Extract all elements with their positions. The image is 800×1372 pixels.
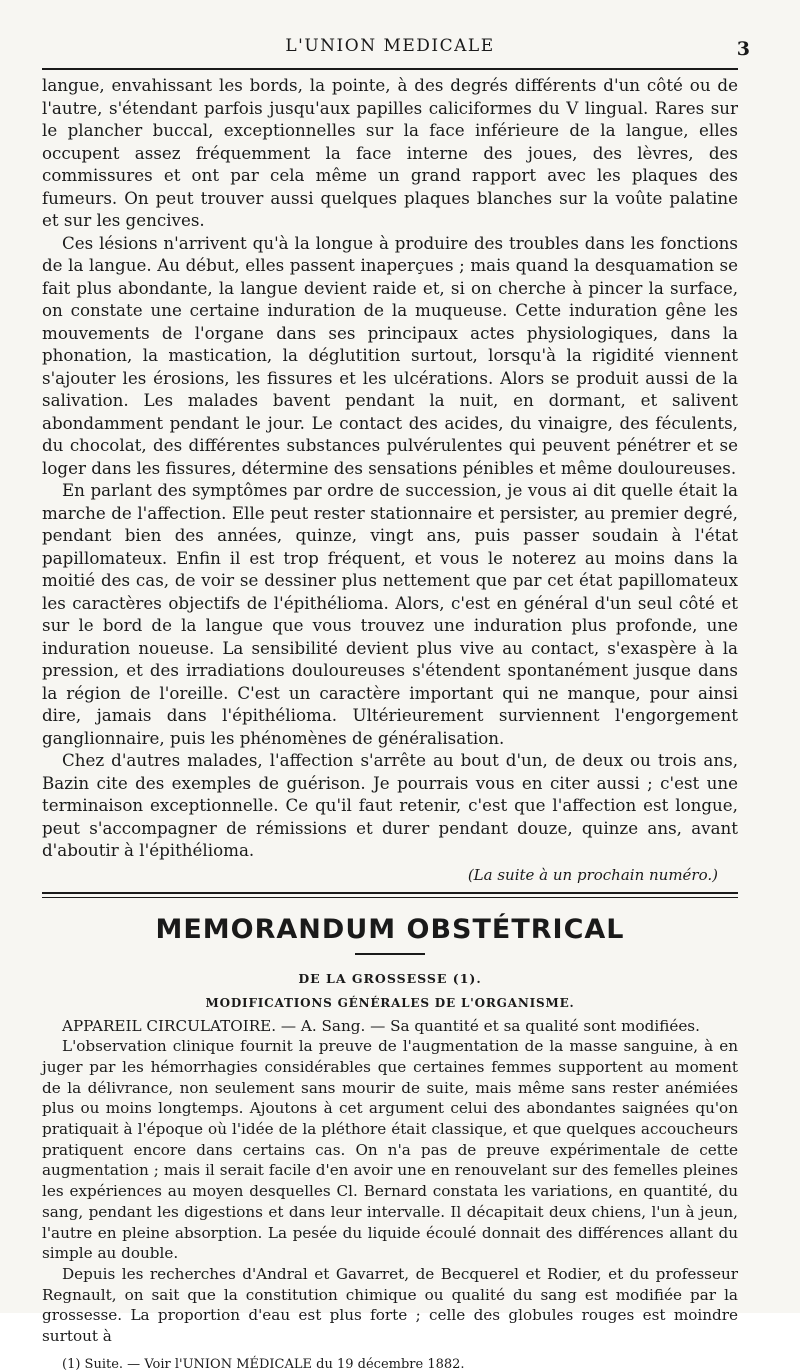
section-rule-bottom	[42, 897, 738, 898]
subtitle-note: (1).	[452, 970, 482, 986]
running-head	[42, 0, 750, 60]
paragraph: APPAREIL CIRCULATOIRE. — A. Sang. — Sa quantité et sa qualité sont modifiées.	[62, 1016, 700, 1035]
paragraph: L'observation clinique fournit la preuve de l'augmentation de la masse sanguine, à en juger par les hémorrhagies considérables que certaines femmes supportent au moment de la délivrance, non seulement sans mourir de suite, mais même sans rester anémiées plus ou moins longtemps. Ajoutons à cet argument celui des abondantes saignées qu'on pratiquait à l'époque où l'idée de la pléthore était classique, et que quelques accoucheurs pratiquent encore dans certains cas. On n'a pas de preuve expérimentale de cette augmentation ; mais il serait facile d'en avoir une en renouvelant sur des femelles pleines les expériences au moyen desquelles Cl. Bernard constata les variations, en quantité, du sang, pendant les digestions et dans leur intervalle. Il décapitait deux chiens, l'un à jeun, l'autre en pleine absorption. La pesée du liquide écoulé donnait des différences allant du simple au double.	[42, 1037, 738, 1263]
section-title: MEMORANDUM OBSTÉTRICAL	[155, 913, 625, 945]
paragraph: En parlant des symptômes par ordre de succession, je vous ai dit quelle était la marche de l'affection. Elle peut rester stationnaire et persister, au premier degré, pendant bien des années, quinze, vingt ans, puis passer soudain à l'état papillomateux. Enfin il est trop fréquent, et vous le noterez au moins dans la moitié des cas, de voir se dessiner plus nettement que par cet état papillomateux les caractères objectifs de l'épithélioma. Alors, c'est en général d'un seul côté et sur le bord de la langue que vous trouvez une induration plus profonde, une induration noueuse. La sensibilité devient plus vive au contact, s'exaspère à la pression, et des irradiations douloureuses s'étendent spontanément jusque dans la région de l'oreille. C'est un caractère important qui ne manque, pour ainsi dire, jamais dans l'épithélioma. Ultérieurement surviennent l'engorgement ganglionnaire, puis les phénomènes de généralisation.	[42, 480, 738, 748]
continued-note: (La suite à un prochain numéro.)	[467, 865, 718, 884]
footnote-text: Voir l'UNION MÉDICALE du 19 décembre 1882.	[144, 1356, 465, 1372]
section-sub-subtitle: MODIFICATIONS GÉNÉRALES DE L'ORGANISME.	[205, 995, 575, 1010]
section-rule-top	[42, 892, 738, 894]
paragraph: Chez d'autres malades, l'affection s'arrête au bout d'un, de deux ou trois ans, Bazin cite des exemples de guérison. Je pourrais vous en citer aussi ; c'est une terminaison exceptionnelle. Ce qu'il faut retenir, c'est que l'affection est longue, peut s'accompagner de rémissions et durer pendant douze, quinze ans, avant d'aboutir à l'épithélioma.	[42, 750, 738, 860]
title-underline	[355, 953, 425, 955]
page-number: 3	[736, 38, 750, 60]
paragraph: Ces lésions n'arrivent qu'à la longue à produire des troubles dans les fonctions de la langue. Au début, elles passent inaperçues ; mais quand la desquamation se fait plus abondante, la langue devient raide et, si on cherche à pincer la surface, on constate une certaine induration de la muqueuse. Cette induration gêne les mouvements de l'organe dans ses principaux actes physiologiques, dans la phonation, la mastication, la déglutition surtout, lorsqu'à la rigidité viennent s'ajouter les érosions, les fissures et les ulcérations. Alors se produit aussi de la salivation. Les malades bavent pendant la nuit, en dormant, et salivent abondamment pendant le jour. Le contact des acides, du vinaigre, des féculents, du chocolat, des différentes substances pulvérulentes qui peuvent pénétrer et se loger dans les fissures, détermine des sensations pénibles et même douloureuses.	[42, 232, 738, 478]
footnote	[42, 1357, 738, 1372]
memorandum-text	[42, 1016, 738, 1347]
lecture-text	[42, 74, 738, 862]
header-rule	[42, 68, 738, 70]
subtitle-text: DE LA GROSSESSE	[298, 970, 448, 986]
paragraph: langue, envahissant les bords, la pointe, à des degrés différents d'un côté ou de l'autre, s'étendant parfois jusqu'aux papilles caliciformes du V lingual. Rares sur le plancher buccal, exceptionnelles sur la face inférieure de la langue, elles occupent assez fréquemment la face interne des joues, des lèvres, des commissures et ont par cela même un grand rapport avec les plaques des fumeurs. On peut trouver aussi quelques plaques blanches sur la voûte palatine et sur les gencives.	[42, 75, 738, 230]
section-subtitle	[42, 971, 738, 986]
paragraph: Depuis les recherches d'Andral et Gavarret, de Becquerel et Rodier, et du professeur Regnault, on sait que la constitution chimique ou qualité du sang est modifiée par la grossesse. La proportion d'eau est plus forte ; celle des globules rouges est moindre surtout à	[42, 1264, 738, 1346]
running-title: L'UNION MEDICALE	[285, 36, 495, 56]
footnote-number: (1) Suite. —	[62, 1356, 141, 1372]
